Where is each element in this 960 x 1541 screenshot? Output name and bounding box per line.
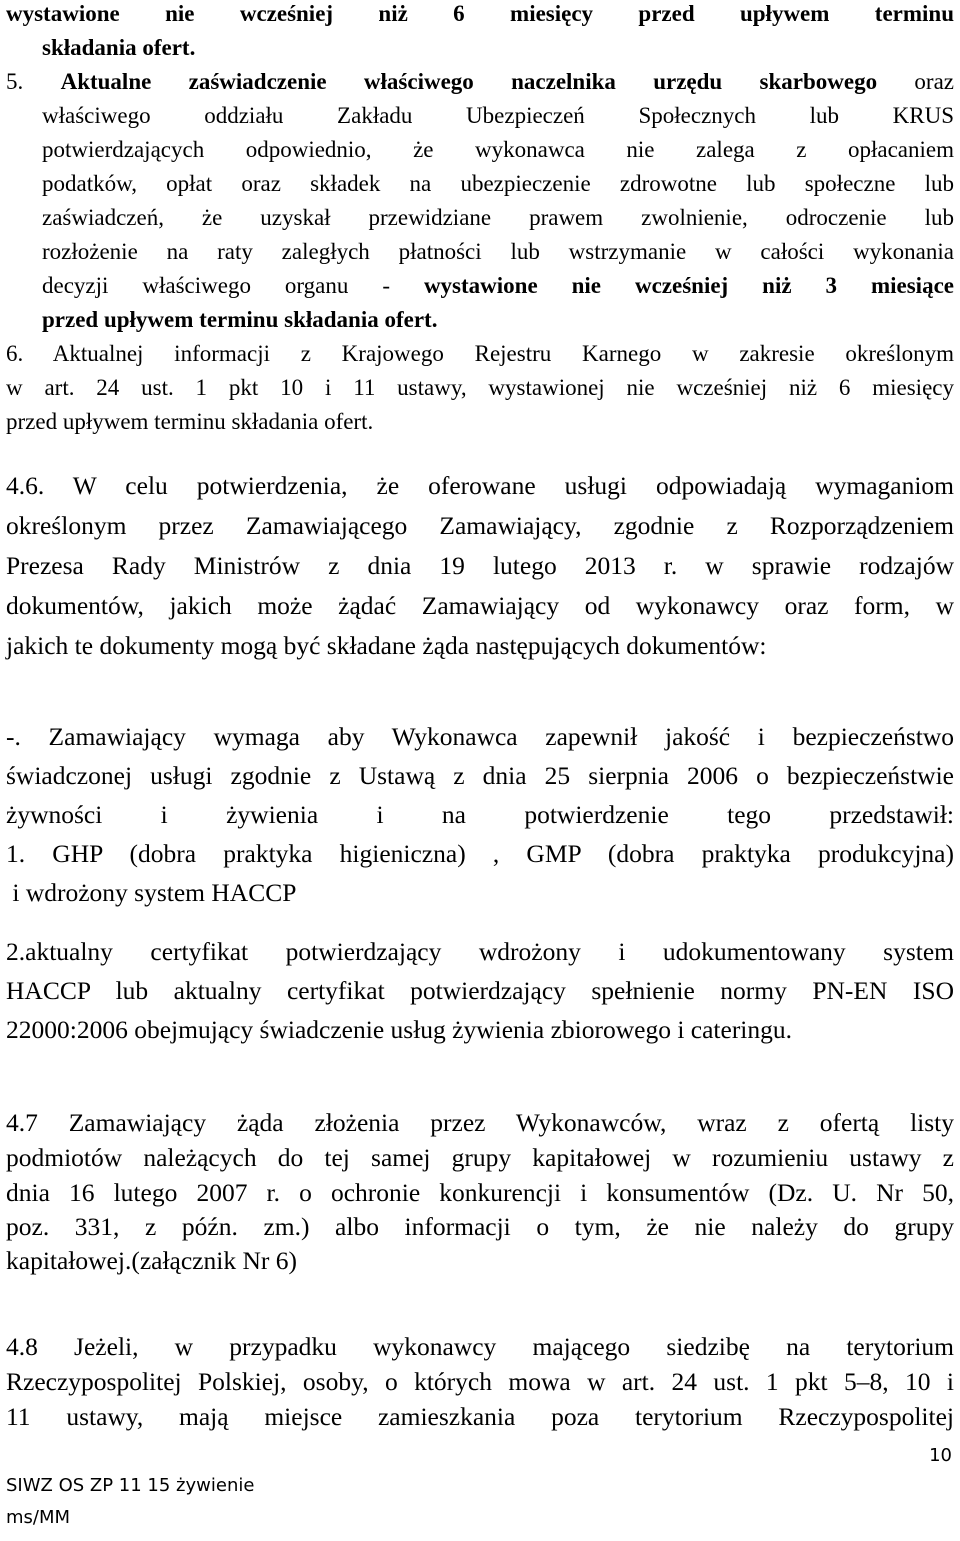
text-line: żywności i żywienia i na potwierdzenie tego przedstawił: <box>6 800 954 829</box>
text-line: podmiotów należących do tej samej grupy kapitałowej w rozumieniu ustawy z <box>6 1143 954 1172</box>
requirement-paragraph: -. Zamawiający wymaga aby Wykonawca zapewnił jakość i bezpieczeństwo <box>6 722 954 751</box>
section-4-7: 4.7 Zamawiający żąda złożenia przez Wykonawców, wraz z ofertą listy <box>6 1108 954 1137</box>
text-line: potwierdzających odpowiednio, że wykonawca nie zalega z opłacaniem <box>42 137 954 162</box>
text-line: określonym przez Zamawiającego Zamawiający, zgodnie z Rozporządzeniem <box>6 511 954 540</box>
text-line: jakich te dokumenty mogą być składane żąda następujących dokumentów: <box>6 631 767 660</box>
text-line: świadczonej usługi zgodnie z Ustawą z dnia 25 sierpnia 2006 o bezpieczeństwie <box>6 761 954 790</box>
text-line: rozłożenie na raty zaległych płatności lub wstrzymanie w całości wykonania <box>42 239 954 264</box>
page-number: 10 <box>929 1445 952 1466</box>
text-line: składania ofert. <box>42 35 196 60</box>
item-5-heading: 5. Aktualne zaświadczenie właściwego naczelnika urzędu skarbowego oraz <box>6 69 954 94</box>
section-4-6: 4.6. W celu potwierdzenia, że oferowane usługi odpowiadają wymaganiom <box>6 471 954 500</box>
certificate-paragraph: 2.aktualny certyfikat potwierdzający wdrożony i udokumentowany system <box>6 937 954 966</box>
text-line: 11 ustawy, mają miejsce zamieszkania poza terytorium Rzeczypospolitej <box>6 1402 954 1431</box>
text-line: zaświadczeń, że uzyskał przewidziane prawem zwolnienie, odroczenie lub <box>42 205 954 230</box>
text-line: przed upływem terminu składania ofert. <box>42 307 438 332</box>
text-line: właściwego oddziału Zakładu Ubezpieczeń Społecznych lub KRUS <box>42 103 954 128</box>
footer-initials: ms/MM <box>6 1507 71 1528</box>
text-line: 1. GHP (dobra praktyka higieniczna) , GMP (dobra praktyka produkcyjna) <box>6 839 954 868</box>
text-line: poz. 331, z późn. zm.) albo informacji o tym, że nie należy do grupy <box>6 1212 954 1241</box>
text-line: przed upływem terminu składania ofert. <box>6 409 374 434</box>
section-4-8: 4.8 Jeżeli, w przypadku wykonawcy mającego siedzibę na terytorium <box>6 1332 954 1361</box>
text-line: wystawione nie wcześniej niż 6 miesięcy przed upływem terminu <box>6 1 954 26</box>
text-line: decyzji właściwego organu - wystawione nie wcześniej niż 3 miesiące <box>42 273 954 298</box>
text-line: 22000:2006 obejmujący świadczenie usług żywienia zbiorowego i cateringu. <box>6 1015 793 1044</box>
text-line: dokumentów, jakich może żądać Zamawiający od wykonawcy oraz form, w <box>6 591 954 620</box>
text-line: Prezesa Rady Ministrów z dnia 19 lutego 2013 r. w sprawie rodzajów <box>6 551 954 580</box>
item-6-heading: 6. Aktualnej informacji z Krajowego Rejestru Karnego w zakresie określonym <box>6 341 954 366</box>
footer-document-id: SIWZ OS ZP 11 15 żywienie <box>6 1475 255 1496</box>
text-line: i wdrożony system HACCP <box>6 878 297 907</box>
text-line: HACCP lub aktualny certyfikat potwierdzający spełnienie normy PN-EN ISO <box>6 976 954 1005</box>
text-line: podatków, opłat oraz składek na ubezpieczenie zdrowotne lub społeczne lub <box>42 171 954 196</box>
text-line: w art. 24 ust. 1 pkt 10 i 11 ustawy, wystawionej nie wcześniej niż 6 miesięcy <box>6 375 954 400</box>
text-line: Rzeczypospolitej Polskiej, osoby, o których mowa w art. 24 ust. 1 pkt 5–8, 10 i <box>6 1367 954 1396</box>
text-line: kapitałowej.(załącznik Nr 6) <box>6 1246 297 1275</box>
text-line: dnia 16 lutego 2007 r. o ochronie konkurencji i konsumentów (Dz. U. Nr 50, <box>6 1178 954 1207</box>
